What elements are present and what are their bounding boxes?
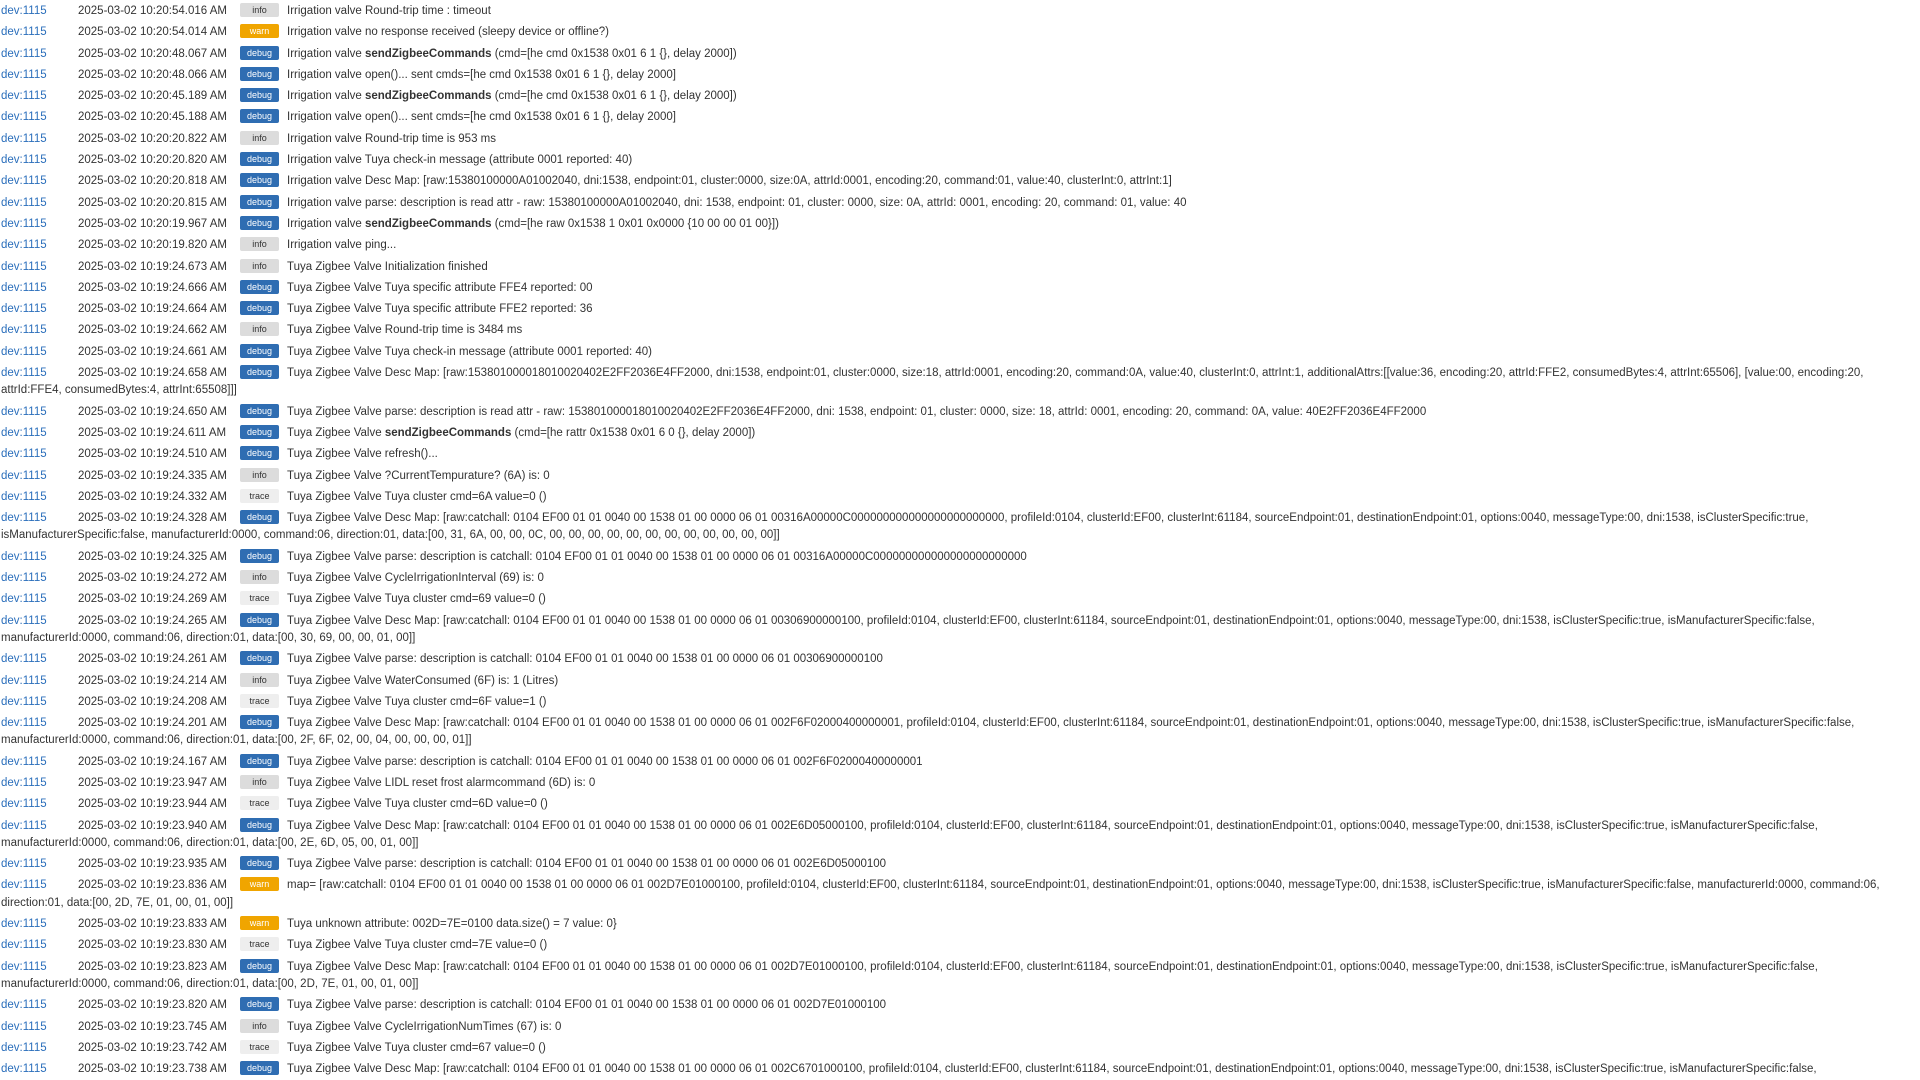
log-row	[0, 257, 1920, 278]
log-message: (cmd=[he cmd 0x1538 0x01 6 1 {}, delay 2000])	[491, 47, 737, 60]
log-row	[0, 402, 1920, 423]
log-row	[0, 342, 1920, 363]
log-timestamp: 2025-03-02 10:19:23.947 AM	[78, 776, 227, 789]
log-timestamp: 2025-03-02 10:20:19.967 AM	[78, 217, 227, 230]
log-message: Tuya Zigbee Valve Desc Map: [raw:catchall: 0104 EF00 01 01 0040 00 1538 01 00 0000 06 01 00316A00000C000000000000000000000000, profileId:0104, clusterId:EF00, clusterInt:61184, sourceEndpoint:01, destinationEndpoint:01, options:0040, messageType:00, dni:1538, isClusterSpecific:true, isManufacturerSpecific:false, manufacturerId:0000, command:06, direction:01, data:[00, 31, 6A, 00, 00, 0C, 00, 00, 00, 00, 00, 00, 00, 00, 00, 00, 00, 00]]	[1, 512, 1809, 542]
log-timestamp: 2025-03-02 10:19:24.325 AM	[78, 550, 227, 563]
log-message: Tuya Zigbee Valve ?CurrentTempurature? (6A) is: 0	[287, 469, 550, 482]
log-row	[0, 193, 1920, 214]
device-link[interactable]: dev:1115	[1, 175, 47, 188]
log-level-badge: debug	[240, 818, 279, 832]
log-level-badge: debug	[240, 404, 279, 418]
log-level-badge: debug	[240, 301, 279, 315]
log-row	[0, 914, 1920, 935]
log-timestamp: 2025-03-02 10:20:20.815 AM	[78, 196, 227, 209]
log-row	[0, 854, 1920, 875]
log-row	[0, 44, 1920, 65]
log-message-method: sendZigbeeCommands	[364, 90, 492, 103]
device-link[interactable]: dev:1115	[1, 324, 47, 337]
device-link[interactable]: dev:1115	[1, 960, 47, 973]
device-link[interactable]: dev:1115	[1, 154, 47, 167]
log-message: Tuya Zigbee Valve WaterConsumed (6F) is: 1 (Litres)	[287, 674, 559, 687]
device-link[interactable]: dev:1115	[1, 999, 47, 1012]
log-message: Tuya Zigbee Valve Tuya cluster cmd=69 value=0 ()	[287, 593, 546, 606]
device-link[interactable]: dev:1115	[1, 132, 47, 145]
device-link[interactable]: dev:1115	[1, 196, 47, 209]
log-row	[0, 278, 1920, 299]
log-timestamp: 2025-03-02 10:19:24.269 AM	[78, 593, 227, 606]
log-row	[0, 816, 1920, 855]
log-message: Tuya Zigbee Valve CycleIrrigationNumTimes (67) is: 0	[287, 1020, 562, 1033]
log-level-badge: debug	[240, 1061, 279, 1075]
log-row	[0, 1059, 1920, 1080]
log-timestamp: 2025-03-02 10:19:23.836 AM	[78, 879, 227, 892]
device-link[interactable]: dev:1115	[1, 550, 47, 563]
log-level-badge: info	[240, 570, 279, 584]
log-message: Tuya Zigbee Valve Tuya cluster cmd=6D value=0 ()	[287, 798, 548, 811]
log-level-badge: trace	[240, 591, 279, 605]
device-link[interactable]: dev:1115	[1, 918, 47, 931]
log-timestamp: 2025-03-02 10:19:23.833 AM	[78, 918, 227, 931]
device-link[interactable]: dev:1115	[1, 405, 47, 418]
log-timestamp: 2025-03-02 10:20:48.067 AM	[78, 47, 227, 60]
log-timestamp: 2025-03-02 10:19:23.823 AM	[78, 960, 227, 973]
log-level-badge: info	[240, 131, 279, 145]
device-link[interactable]: dev:1115	[1, 879, 47, 892]
log-timestamp: 2025-03-02 10:19:24.167 AM	[78, 755, 227, 768]
log-row	[0, 22, 1920, 43]
log-row	[0, 794, 1920, 815]
log-row	[0, 1017, 1920, 1038]
log-timestamp: 2025-03-02 10:19:24.661 AM	[78, 345, 227, 358]
device-link[interactable]: dev:1115	[1, 217, 47, 230]
device-link[interactable]: dev:1115	[1, 939, 47, 952]
log-timestamp: 2025-03-02 10:19:24.650 AM	[78, 405, 227, 418]
device-link[interactable]: dev:1115	[1, 469, 47, 482]
log-row	[0, 508, 1920, 547]
device-link[interactable]: dev:1115	[1, 572, 47, 585]
log-message: Tuya Zigbee Valve parse: description is catchall: 0104 EF00 01 01 0040 00 1538 01 00 0000 06 01 002E6D05000100	[287, 858, 887, 871]
log-timestamp: 2025-03-02 10:20:20.820 AM	[78, 154, 227, 167]
log-row	[0, 752, 1920, 773]
log-level-badge: debug	[240, 365, 279, 379]
log-level-badge: info	[240, 3, 279, 17]
log-level-badge: debug	[240, 216, 279, 230]
log-timestamp: 2025-03-02 10:19:24.272 AM	[78, 572, 227, 585]
log-message: Tuya Zigbee Valve parse: description is catchall: 0104 EF00 01 01 0040 00 1538 01 00 0000 06 01 00316A00000C000000000000000000000000	[287, 550, 1027, 563]
log-message-prefix: Irrigation valve	[287, 90, 365, 103]
log-level-badge: debug	[240, 425, 279, 439]
log-message: Irrigation valve Round-trip time : timeout	[287, 5, 491, 17]
log-message: Tuya Zigbee Valve refresh()...	[287, 448, 438, 461]
log-timestamp: 2025-03-02 10:20:20.822 AM	[78, 132, 227, 145]
log-message: Tuya Zigbee Valve parse: description is catchall: 0104 EF00 01 01 0040 00 1538 01 00 0000 06 01 002D7E01000100	[287, 999, 887, 1012]
device-link[interactable]: dev:1115	[1, 239, 47, 252]
log-level-badge: debug	[240, 46, 279, 60]
log-timestamp: 2025-03-02 10:19:24.335 AM	[78, 469, 227, 482]
device-link[interactable]: dev:1115	[1, 5, 47, 17]
log-timestamp: 2025-03-02 10:19:23.944 AM	[78, 798, 227, 811]
device-link[interactable]: dev:1115	[1, 593, 47, 606]
log-row	[0, 214, 1920, 235]
log-row	[0, 363, 1920, 402]
log-level-badge: info	[240, 775, 279, 789]
log-row	[0, 671, 1920, 692]
log-level-badge: debug	[240, 88, 279, 102]
log-message: Tuya Zigbee Valve parse: description is catchall: 0104 EF00 01 01 0040 00 1538 01 00 0000 06 01 002F6F02000400000001	[287, 755, 923, 768]
log-row	[0, 547, 1920, 568]
log-timestamp: 2025-03-02 10:19:24.328 AM	[78, 512, 227, 525]
log-timestamp: 2025-03-02 10:19:24.673 AM	[78, 260, 227, 273]
log-level-badge: trace	[240, 796, 279, 810]
log-level-badge: debug	[240, 856, 279, 870]
log-level-badge: debug	[240, 715, 279, 729]
log-level-badge: debug	[240, 152, 279, 166]
log-row	[0, 129, 1920, 150]
device-link[interactable]: dev:1115	[1, 798, 47, 811]
log-level-badge: info	[240, 322, 279, 336]
log-row	[0, 299, 1920, 320]
log-level-badge: trace	[240, 489, 279, 503]
log-message: Tuya Zigbee Valve Tuya check-in message (attribute 0001 reported: 40)	[287, 345, 653, 358]
log-timestamp: 2025-03-02 10:19:23.742 AM	[78, 1041, 227, 1054]
log-row	[0, 65, 1920, 86]
log-timestamp: 2025-03-02 10:20:19.820 AM	[78, 239, 227, 252]
device-link[interactable]: dev:1115	[1, 653, 47, 666]
log-message: (cmd=[he raw 0x1538 1 0x01 0x0000 {10 00 00 01 00}])	[491, 217, 779, 230]
log-timestamp: 2025-03-02 10:20:54.016 AM	[78, 5, 227, 17]
log-timestamp: 2025-03-02 10:20:54.014 AM	[78, 26, 227, 39]
log-timestamp: 2025-03-02 10:19:24.265 AM	[78, 614, 227, 627]
log-level-badge: debug	[240, 109, 279, 123]
log-timestamp: 2025-03-02 10:19:24.658 AM	[78, 367, 227, 380]
log-message: Tuya Zigbee Valve Tuya specific attribute FFE4 reported: 00	[287, 281, 593, 294]
log-timestamp: 2025-03-02 10:19:24.201 AM	[78, 717, 227, 730]
log-row	[0, 995, 1920, 1016]
log-level-badge: debug	[240, 613, 279, 627]
device-link[interactable]: dev:1115	[1, 717, 47, 730]
log-message: Tuya Zigbee Valve Tuya cluster cmd=6A value=0 ()	[287, 490, 547, 503]
log-level-badge: debug	[240, 446, 279, 460]
log-level-badge: warn	[240, 916, 279, 930]
log-row	[0, 1038, 1920, 1059]
log-message: Irrigation valve no response received (sleepy device or offline?)	[287, 26, 609, 39]
log-message: Irrigation valve ping...	[287, 239, 397, 252]
device-link[interactable]: dev:1115	[1, 1020, 47, 1033]
device-link[interactable]: dev:1115	[1, 281, 47, 294]
device-link[interactable]: dev:1115	[1, 303, 47, 316]
log-timestamp: 2025-03-02 10:19:23.745 AM	[78, 1020, 227, 1033]
device-link[interactable]: dev:1115	[1, 490, 47, 503]
log-level-badge: warn	[240, 24, 279, 38]
log-message: Irrigation valve parse: description is read attr - raw: 15380100000A01002040, dni: 1538, endpoint: 01, cluster: 0000, size: 0A, attrId: 0001, encoding: 20, command: 01, value: 40	[287, 196, 1187, 209]
device-link[interactable]: dev:1115	[1, 512, 47, 525]
log-message: Tuya Zigbee Valve Desc Map: [raw:153801000018010020402E2FF2036E4FF2000, dni:1538, endpoint:01, cluster:0000, size:18, attrId:0001, encoding:20, command:0A, value:40, clusterInt:0, attrInt:1, additionalAttrs:[[value:36, encoding:20, attrId:FFE2, consumedBytes:4, attrInt:65506], [value:00, encoding:20, attrId:FFE4, consumedBytes:4, attrInt:65508]]]	[1, 367, 1864, 397]
log-timestamp: 2025-03-02 10:20:20.818 AM	[78, 175, 227, 188]
log-level-badge: debug	[240, 510, 279, 524]
log-row	[0, 86, 1920, 107]
log-row	[0, 107, 1920, 128]
log-message: Irrigation valve open()... sent cmds=[he cmd 0x1538 0x01 6 1 {}, delay 2000]	[287, 111, 677, 124]
log-row	[0, 466, 1920, 487]
log-message: Irrigation valve open()... sent cmds=[he cmd 0x1538 0x01 6 1 {}, delay 2000]	[287, 68, 677, 81]
log-message: Tuya Zigbee Valve Tuya cluster cmd=67 value=0 ()	[287, 1041, 546, 1054]
device-link[interactable]: dev:1115	[1, 111, 47, 124]
device-link[interactable]: dev:1115	[1, 68, 47, 81]
log-level-badge: info	[240, 468, 279, 482]
log-level-badge: info	[240, 237, 279, 251]
log-row	[0, 320, 1920, 341]
log-message-method: sendZigbeeCommands	[364, 47, 492, 60]
device-link[interactable]: dev:1115	[1, 367, 47, 380]
log-message: Tuya Zigbee Valve Desc Map: [raw:catchall: 0104 EF00 01 01 0040 00 1538 01 00 0000 06 01 002D7E01000100, profileId:0104, clusterId:EF00, clusterInt:61184, sourceEndpoint:01, destinationEndpoint:01, options:0040, messageType:00, dni:1538, isClusterSpecific:true, isManufacturerSpecific:false, manufacturerId:0000, command:06, direction:01, data:[00, 2D, 7E, 01, 00, 01, 00]]	[1, 960, 1818, 990]
log-timestamp: 2025-03-02 10:20:45.188 AM	[78, 111, 227, 124]
log-level-badge: debug	[240, 280, 279, 294]
log-timestamp: 2025-03-02 10:19:23.940 AM	[78, 819, 227, 832]
device-link[interactable]: dev:1115	[1, 695, 47, 708]
log-message: Tuya Zigbee Valve Tuya specific attribute FFE2 reported: 36	[287, 303, 593, 316]
device-link[interactable]: dev:1115	[1, 345, 47, 358]
log-message: Tuya Zigbee Valve parse: description is read attr - raw: 153801000018010020402E2FF2036E4FF2000, dni: 1538, endpoint: 01, cluster: 0000, size: 18, attrId: 0001, encoding: 20, command: 0A, value: 40E2FF2036E4FF2000	[287, 405, 1427, 418]
log-message: Tuya Zigbee Valve Tuya cluster cmd=7E value=0 ()	[287, 939, 548, 952]
log-timestamp: 2025-03-02 10:19:24.510 AM	[78, 448, 227, 461]
log-row	[0, 649, 1920, 670]
log-message-method: sendZigbeeCommands	[364, 217, 492, 230]
log-level-badge: warn	[240, 877, 279, 891]
log-row	[0, 589, 1920, 610]
log-level-badge: debug	[240, 344, 279, 358]
log-level-badge: debug	[240, 959, 279, 973]
log-level-badge: debug	[240, 67, 279, 81]
log-timestamp: 2025-03-02 10:19:23.935 AM	[78, 858, 227, 871]
log-timestamp: 2025-03-02 10:19:24.662 AM	[78, 324, 227, 337]
log-row	[0, 171, 1920, 192]
log-message: Tuya unknown attribute: 002D=7E=0100 data.size() = 7 value: 0}	[287, 918, 617, 931]
log-message: Tuya Zigbee Valve Desc Map: [raw:catchall: 0104 EF00 01 01 0040 00 1538 01 00 0000 06 01 002E6D05000100, profileId:0104, clusterId:EF00, clusterInt:61184, sourceEndpoint:01, destinationEndpoint:01, options:0040, messageType:00, dni:1538, isClusterSpecific:true, isManufacturerSpecific:false, manufacturerId:0000, command:06, direction:01, data:[00, 2E, 6D, 05, 00, 01, 00]]	[1, 819, 1818, 849]
log-message: (cmd=[he rattr 0x1538 0x01 6 0 {}, delay 2000])	[511, 426, 756, 439]
log-level-badge: info	[240, 259, 279, 273]
log-timestamp: 2025-03-02 10:19:24.611 AM	[78, 426, 227, 439]
log-row	[0, 692, 1920, 713]
log-row	[0, 235, 1920, 256]
log-message: map= [raw:catchall: 0104 EF00 01 01 0040 00 1538 01 00 0000 06 01 002D7E01000100, profileId:0104, clusterId:EF00, clusterInt:61184, sourceEndpoint:01, destinationEndpoint:01, options:0040, messageType:00, dni:1538, isClusterSpecific:true, isManufacturerSpecific:false, manufacturerId:0000, command:06, direction:01, data:[00, 2D, 7E, 01, 00, 01, 00]]	[1, 879, 1880, 909]
log-timestamp: 2025-03-02 10:19:24.214 AM	[78, 674, 227, 687]
log-timestamp: 2025-03-02 10:19:24.332 AM	[78, 490, 227, 503]
log-timestamp: 2025-03-02 10:19:23.820 AM	[78, 999, 227, 1012]
log-message: Tuya Zigbee Valve LIDL reset frost alarmcommand (6D) is: 0	[287, 776, 596, 789]
log-timestamp: 2025-03-02 10:19:24.666 AM	[78, 281, 227, 294]
log-level-badge: trace	[240, 937, 279, 951]
device-link[interactable]: dev:1115	[1, 90, 47, 103]
device-link[interactable]: dev:1115	[1, 47, 47, 60]
log-message-prefix: Irrigation valve	[287, 217, 365, 230]
log-timestamp: 2025-03-02 10:19:23.830 AM	[78, 939, 227, 952]
log-message: Irrigation valve Round-trip time is 953 ms	[287, 132, 496, 145]
log-row	[0, 611, 1920, 650]
device-link[interactable]: dev:1115	[1, 448, 47, 461]
device-link[interactable]: dev:1115	[1, 674, 47, 687]
device-link[interactable]: dev:1115	[1, 858, 47, 871]
log-message: Tuya Zigbee Valve Round-trip time is 3484 ms	[287, 324, 523, 337]
device-link[interactable]: dev:1115	[1, 755, 47, 768]
log-row	[0, 487, 1920, 508]
log-level-badge: debug	[240, 651, 279, 665]
log-message: (cmd=[he cmd 0x1538 0x01 6 1 {}, delay 2000])	[491, 90, 737, 103]
log-level-badge: debug	[240, 549, 279, 563]
log-row	[0, 1, 1920, 22]
log-row	[0, 875, 1920, 914]
log-row	[0, 773, 1920, 794]
device-link[interactable]: dev:1115	[1, 1041, 47, 1054]
log-timestamp: 2025-03-02 10:19:24.261 AM	[78, 653, 227, 666]
log-message: Tuya Zigbee Valve Desc Map: [raw:catchall: 0104 EF00 01 01 0040 00 1538 01 00 0000 06 01 00306900000100, profileId:0104, clusterId:EF00, clusterInt:61184, sourceEndpoint:01, destinationEndpoint:01, options:0040, messageType:00, dni:1538, isClusterSpecific:true, isManufacturerSpecific:false, manufacturerId:0000, command:06, direction:01, data:[00, 30, 69, 00, 00, 01, 00]]	[1, 614, 1815, 644]
log-message: Tuya Zigbee Valve Tuya cluster cmd=6F value=1 ()	[287, 695, 547, 708]
device-link[interactable]: dev:1115	[1, 819, 47, 832]
log-message: Tuya Zigbee Valve Desc Map: [raw:catchall: 0104 EF00 01 01 0040 00 1538 01 00 0000 06 01 002C6701000100, profileId:0104, clusterId:EF00, clusterInt:61184, sourceEndpoint:01, destinationEndpoint:01, options:0040, messageType:00, dni:1538, isClusterSpecific:true, isManufacturerSpecific:false,	[287, 1063, 1817, 1076]
log-timestamp: 2025-03-02 10:20:45.189 AM	[78, 90, 227, 103]
device-link[interactable]: dev:1115	[1, 26, 47, 39]
log-row	[0, 713, 1920, 752]
log-level-badge: debug	[240, 754, 279, 768]
log-message: Irrigation valve Desc Map: [raw:15380100000A01002040, dni:1538, endpoint:01, cluster:0000, size:0A, attrId:0001, encoding:20, command:01, value:40, clusterInt:0, attrInt:1]	[287, 175, 1172, 188]
log-message-method: sendZigbeeCommands	[384, 426, 512, 439]
log-row	[0, 568, 1920, 589]
log-level-badge: debug	[240, 173, 279, 187]
log-message: Tuya Zigbee Valve CycleIrrigationInterval (69) is: 0	[287, 572, 544, 585]
log-timestamp: 2025-03-02 10:19:24.208 AM	[78, 695, 227, 708]
log-message: Irrigation valve Tuya check-in message (attribute 0001 reported: 40)	[287, 154, 633, 167]
log-timestamp: 2025-03-02 10:19:23.738 AM	[78, 1063, 227, 1076]
log-level-badge: trace	[240, 694, 279, 708]
device-link[interactable]: dev:1115	[1, 1063, 47, 1076]
log-level-badge: info	[240, 673, 279, 687]
log-level-badge: trace	[240, 1040, 279, 1054]
log-message-prefix: Irrigation valve	[287, 47, 365, 60]
log-level-badge: debug	[240, 997, 279, 1011]
device-link[interactable]: dev:1115	[1, 776, 47, 789]
log-row	[0, 957, 1920, 996]
device-link[interactable]: dev:1115	[1, 426, 47, 439]
log-row	[0, 423, 1920, 444]
log-level-badge: debug	[240, 195, 279, 209]
log-message: Tuya Zigbee Valve Desc Map: [raw:catchall: 0104 EF00 01 01 0040 00 1538 01 00 0000 06 01 002F6F02000400000001, profileId:0104, clusterId:EF00, clusterInt:61184, sourceEndpoint:01, destinationEndpoint:01, options:0040, messageType:00, dni:1538, isClusterSpecific:true, isManufacturerSpecific:false, manufacturerId:0000, command:06, direction:01, data:[00, 2F, 6F, 02, 00, 04, 00, 00, 00, 01]]	[1, 717, 1855, 747]
log-row	[0, 150, 1920, 171]
log-row	[0, 935, 1920, 956]
device-link[interactable]: dev:1115	[1, 260, 47, 273]
log-timestamp: 2025-03-02 10:20:48.066 AM	[78, 68, 227, 81]
log-message: Tuya Zigbee Valve Initialization finished	[287, 260, 488, 273]
log-timestamp: 2025-03-02 10:19:24.664 AM	[78, 303, 227, 316]
log-row	[0, 444, 1920, 465]
device-link[interactable]: dev:1115	[1, 614, 47, 627]
log-message-prefix: Tuya Zigbee Valve	[287, 426, 385, 439]
log-message: Tuya Zigbee Valve parse: description is catchall: 0104 EF00 01 01 0040 00 1538 01 00 0000 06 01 00306900000100	[287, 653, 883, 666]
log-level-badge: info	[240, 1019, 279, 1033]
